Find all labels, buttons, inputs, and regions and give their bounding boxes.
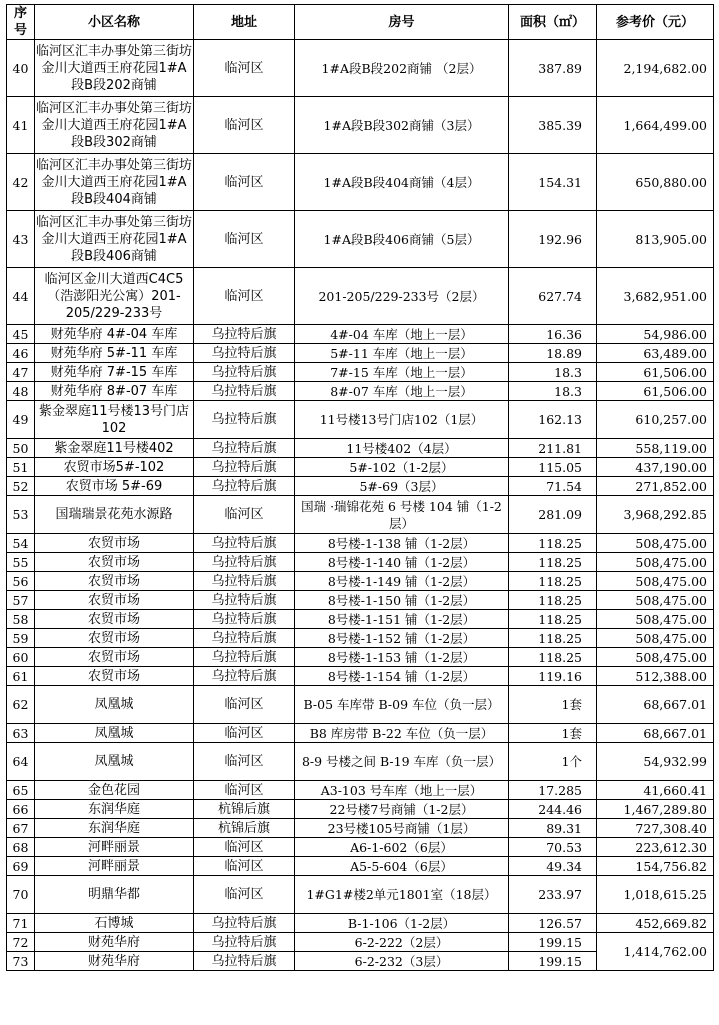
cell-room: A3-103 号车库（地上一层） [295, 781, 509, 800]
cell-area: 17.285 [509, 781, 597, 800]
cell-room: 6-2-222（2层） [295, 933, 509, 952]
cell-area: 192.96 [509, 211, 597, 268]
cell-area: 387.89 [509, 40, 597, 97]
cell-seq: 69 [7, 857, 35, 876]
cell-price: 3,682,951.00 [597, 268, 714, 325]
cell-addr: 乌拉特后旗 [194, 401, 295, 439]
cell-area: 1套 [509, 686, 597, 724]
cell-seq: 45 [7, 325, 35, 344]
cell-price: 61,506.00 [597, 363, 714, 382]
cell-room: 8号楼-1-154 铺（1-2层） [295, 667, 509, 686]
cell-seq: 60 [7, 648, 35, 667]
cell-addr: 乌拉特后旗 [194, 382, 295, 401]
cell-price: 1,664,499.00 [597, 97, 714, 154]
cell-addr: 临河区 [194, 154, 295, 211]
cell-room: 国瑞 ·瑞锦花苑 6 号楼 104 铺（1-2层） [295, 496, 509, 534]
cell-price: 223,612.30 [597, 838, 714, 857]
cell-price: 558,119.00 [597, 439, 714, 458]
cell-area: 118.25 [509, 534, 597, 553]
cell-room: 1#A段B段302商铺（3层） [295, 97, 509, 154]
table-row [7, 382, 714, 401]
cell-seq: 42 [7, 154, 35, 211]
table-row [7, 629, 714, 648]
table-row [7, 344, 714, 363]
cell-addr: 临河区 [194, 211, 295, 268]
cell-area: 18.3 [509, 363, 597, 382]
cell-name: 农贸市场 [35, 610, 194, 629]
cell-price: 3,968,292.85 [597, 496, 714, 534]
cell-addr: 杭锦后旗 [194, 800, 295, 819]
cell-name: 财苑华府 8#-07 车库 [35, 382, 194, 401]
cell-name: 东润华庭 [35, 819, 194, 838]
cell-room: A5-5-604（6层） [295, 857, 509, 876]
cell-room: 22号楼7号商铺（1-2层） [295, 800, 509, 819]
cell-seq: 46 [7, 344, 35, 363]
cell-name: 农贸市场 [35, 667, 194, 686]
cell-room: 11号楼13号门店102（1层） [295, 401, 509, 439]
table-row [7, 553, 714, 572]
cell-seq: 51 [7, 458, 35, 477]
cell-seq: 55 [7, 553, 35, 572]
cell-addr: 临河区 [194, 857, 295, 876]
cell-room: 8号楼-1-151 铺（1-2层） [295, 610, 509, 629]
cell-seq: 54 [7, 534, 35, 553]
cell-seq: 48 [7, 382, 35, 401]
cell-area: 118.25 [509, 610, 597, 629]
cell-room: 1#A段B段404商铺（4层） [295, 154, 509, 211]
cell-room: 1#G1#楼2单元1801室（18层） [295, 876, 509, 914]
cell-area: 211.81 [509, 439, 597, 458]
cell-area: 70.53 [509, 838, 597, 857]
cell-seq: 49 [7, 401, 35, 439]
cell-name: 农贸市场 [35, 534, 194, 553]
table-row [7, 781, 714, 800]
table-row [7, 40, 714, 97]
cell-room: B8 库房带 B-22 车位（负一层） [295, 724, 509, 743]
cell-area: 118.25 [509, 591, 597, 610]
cell-seq: 59 [7, 629, 35, 648]
cell-price: 41,660.41 [597, 781, 714, 800]
cell-seq: 43 [7, 211, 35, 268]
cell-price: 452,669.82 [597, 914, 714, 933]
cell-price: 68,667.01 [597, 686, 714, 724]
cell-area: 18.3 [509, 382, 597, 401]
cell-room: 8号楼-1-149 铺（1-2层） [295, 572, 509, 591]
cell-area: 119.16 [509, 667, 597, 686]
cell-price: 650,880.00 [597, 154, 714, 211]
cell-area: 118.25 [509, 648, 597, 667]
cell-price: 508,475.00 [597, 534, 714, 553]
cell-name: 农贸市场 [35, 648, 194, 667]
cell-name: 临河区汇丰办事处第三街坊金川大道西王府花园1#A段B段406商铺 [35, 211, 194, 268]
cell-name: 国瑞瑞景花苑水源路 [35, 496, 194, 534]
cell-price: 1,414,762.00 [597, 933, 714, 971]
cell-name: 紫金翠庭11号楼13号门店102 [35, 401, 194, 439]
cell-room: 6-2-232（3层） [295, 952, 509, 971]
cell-price: 508,475.00 [597, 648, 714, 667]
cell-price: 63,489.00 [597, 344, 714, 363]
cell-room: 11号楼402（4层） [295, 439, 509, 458]
cell-name: 石博城 [35, 914, 194, 933]
table-row [7, 933, 714, 952]
cell-addr: 临河区 [194, 781, 295, 800]
cell-room: 4#-04 车库（地上一层） [295, 325, 509, 344]
cell-seq: 62 [7, 686, 35, 724]
cell-area: 118.25 [509, 553, 597, 572]
cell-addr: 乌拉特后旗 [194, 952, 295, 971]
table-header-row [7, 5, 714, 40]
cell-seq: 67 [7, 819, 35, 838]
table-row [7, 439, 714, 458]
cell-name: 农贸市场 5#-69 [35, 477, 194, 496]
cell-name: 紫金翠庭11号楼402 [35, 439, 194, 458]
table-row [7, 686, 714, 724]
cell-name: 财苑华府 [35, 952, 194, 971]
cell-room: B-1-106（1-2层） [295, 914, 509, 933]
cell-room: 8号楼-1-152 铺（1-2层） [295, 629, 509, 648]
cell-room: B-05 车库带 B-09 车位（负一层） [295, 686, 509, 724]
cell-addr: 临河区 [194, 686, 295, 724]
cell-room: 201-205/229-233号（2层） [295, 268, 509, 325]
cell-addr: 乌拉特后旗 [194, 439, 295, 458]
cell-area: 126.57 [509, 914, 597, 933]
cell-price: 54,932.99 [597, 743, 714, 781]
table-row [7, 496, 714, 534]
table-row [7, 477, 714, 496]
cell-name: 财苑华府 7#-15 车库 [35, 363, 194, 382]
cell-price: 1,467,289.80 [597, 800, 714, 819]
cell-addr: 乌拉特后旗 [194, 648, 295, 667]
cell-addr: 乌拉特后旗 [194, 477, 295, 496]
cell-area: 281.09 [509, 496, 597, 534]
cell-price: 508,475.00 [597, 591, 714, 610]
table-row [7, 572, 714, 591]
cell-seq: 63 [7, 724, 35, 743]
table-row [7, 857, 714, 876]
cell-addr: 乌拉特后旗 [194, 572, 295, 591]
cell-addr: 乌拉特后旗 [194, 325, 295, 344]
cell-area: 118.25 [509, 629, 597, 648]
cell-area: 233.97 [509, 876, 597, 914]
cell-room: 7#-15 车库（地上一层） [295, 363, 509, 382]
cell-price: 2,194,682.00 [597, 40, 714, 97]
cell-name: 财苑华府 4#-04 车库 [35, 325, 194, 344]
cell-room: 5#-102（1-2层） [295, 458, 509, 477]
cell-addr: 临河区 [194, 40, 295, 97]
cell-addr: 临河区 [194, 876, 295, 914]
cell-addr: 乌拉特后旗 [194, 344, 295, 363]
table-row [7, 743, 714, 781]
table-row [7, 800, 714, 819]
cell-seq: 52 [7, 477, 35, 496]
table-row [7, 325, 714, 344]
cell-addr: 乌拉特后旗 [194, 914, 295, 933]
cell-name: 临河区金川大道西C4C5（浩澎阳光公寓）201-205/229-233号 [35, 268, 194, 325]
cell-name: 临河区汇丰办事处第三街坊金川大道西王府花园1#A段B段202商铺 [35, 40, 194, 97]
cell-area: 16.36 [509, 325, 597, 344]
cell-name: 财苑华府 5#-11 车库 [35, 344, 194, 363]
header-room: 房号 [295, 5, 509, 40]
cell-addr: 临河区 [194, 838, 295, 857]
cell-seq: 47 [7, 363, 35, 382]
cell-area: 89.31 [509, 819, 597, 838]
table-row [7, 610, 714, 629]
cell-area: 49.34 [509, 857, 597, 876]
cell-name: 临河区汇丰办事处第三街坊金川大道西王府花园1#A段B段302商铺 [35, 97, 194, 154]
cell-room: 8号楼-1-138 铺（1-2层） [295, 534, 509, 553]
cell-room: A6-1-602（6层） [295, 838, 509, 857]
cell-seq: 66 [7, 800, 35, 819]
cell-seq: 61 [7, 667, 35, 686]
cell-name: 河畔丽景 [35, 857, 194, 876]
cell-room: 5#-11 车库（地上一层） [295, 344, 509, 363]
table-row [7, 401, 714, 439]
cell-addr: 乌拉特后旗 [194, 629, 295, 648]
cell-name: 农贸市场5#-102 [35, 458, 194, 477]
cell-area: 199.15 [509, 933, 597, 952]
header-area: 面积（㎡） [509, 5, 597, 40]
cell-seq: 57 [7, 591, 35, 610]
header-addr: 地址 [194, 5, 295, 40]
cell-room: 8-9 号楼之间 B-19 车库（负一层） [295, 743, 509, 781]
cell-price: 813,905.00 [597, 211, 714, 268]
property-price-table [6, 4, 714, 971]
cell-addr: 乌拉特后旗 [194, 534, 295, 553]
cell-area: 118.25 [509, 572, 597, 591]
cell-price: 610,257.00 [597, 401, 714, 439]
cell-name: 金色花园 [35, 781, 194, 800]
cell-name: 农贸市场 [35, 572, 194, 591]
table-row [7, 458, 714, 477]
table-row [7, 724, 714, 743]
table-body [7, 40, 714, 971]
cell-seq: 72 [7, 933, 35, 952]
cell-area: 1个 [509, 743, 597, 781]
cell-area: 199.15 [509, 952, 597, 971]
cell-addr: 临河区 [194, 97, 295, 154]
cell-name: 东润华庭 [35, 800, 194, 819]
cell-area: 115.05 [509, 458, 597, 477]
cell-area: 18.89 [509, 344, 597, 363]
cell-addr: 临河区 [194, 743, 295, 781]
cell-price: 508,475.00 [597, 629, 714, 648]
cell-room: 8号楼-1-140 铺（1-2层） [295, 553, 509, 572]
cell-name: 明鼎华都 [35, 876, 194, 914]
cell-seq: 65 [7, 781, 35, 800]
cell-name: 农贸市场 [35, 591, 194, 610]
cell-addr: 乌拉特后旗 [194, 610, 295, 629]
cell-area: 154.31 [509, 154, 597, 211]
cell-price: 508,475.00 [597, 553, 714, 572]
cell-area: 385.39 [509, 97, 597, 154]
cell-area: 244.46 [509, 800, 597, 819]
table-row [7, 819, 714, 838]
cell-price: 508,475.00 [597, 610, 714, 629]
cell-seq: 68 [7, 838, 35, 857]
cell-price: 727,308.40 [597, 819, 714, 838]
table-row [7, 838, 714, 857]
cell-price: 54,986.00 [597, 325, 714, 344]
cell-seq: 64 [7, 743, 35, 781]
cell-price: 512,388.00 [597, 667, 714, 686]
table-row [7, 591, 714, 610]
cell-room: 1#A段B段202商铺 （2层） [295, 40, 509, 97]
cell-room: 1#A段B段406商铺（5层） [295, 211, 509, 268]
table-row [7, 667, 714, 686]
cell-seq: 40 [7, 40, 35, 97]
header-name: 小区名称 [35, 5, 194, 40]
cell-price: 508,475.00 [597, 572, 714, 591]
cell-price: 61,506.00 [597, 382, 714, 401]
cell-addr: 乌拉特后旗 [194, 458, 295, 477]
cell-seq: 56 [7, 572, 35, 591]
cell-addr: 乌拉特后旗 [194, 591, 295, 610]
cell-price: 1,018,615.25 [597, 876, 714, 914]
cell-name: 农贸市场 [35, 553, 194, 572]
cell-price: 437,190.00 [597, 458, 714, 477]
cell-price: 271,852.00 [597, 477, 714, 496]
cell-name: 财苑华府 [35, 933, 194, 952]
cell-room: 8#-07 车库（地上一层） [295, 382, 509, 401]
cell-seq: 71 [7, 914, 35, 933]
cell-seq: 50 [7, 439, 35, 458]
table-row [7, 211, 714, 268]
cell-name: 临河区汇丰办事处第三街坊金川大道西王府花园1#A段B段404商铺 [35, 154, 194, 211]
cell-seq: 73 [7, 952, 35, 971]
table-row [7, 154, 714, 211]
cell-addr: 杭锦后旗 [194, 819, 295, 838]
cell-addr: 乌拉特后旗 [194, 933, 295, 952]
cell-addr: 乌拉特后旗 [194, 553, 295, 572]
cell-room: 23号楼105号商铺（1层） [295, 819, 509, 838]
table-row [7, 534, 714, 553]
cell-area: 1套 [509, 724, 597, 743]
cell-seq: 70 [7, 876, 35, 914]
cell-area: 71.54 [509, 477, 597, 496]
cell-price: 154,756.82 [597, 857, 714, 876]
cell-addr: 乌拉特后旗 [194, 363, 295, 382]
table-row [7, 648, 714, 667]
cell-name: 凤凰城 [35, 686, 194, 724]
cell-price: 68,667.01 [597, 724, 714, 743]
cell-addr: 临河区 [194, 268, 295, 325]
cell-addr: 乌拉特后旗 [194, 667, 295, 686]
cell-seq: 53 [7, 496, 35, 534]
cell-addr: 临河区 [194, 724, 295, 743]
table-row [7, 876, 714, 914]
cell-room: 5#-69（3层） [295, 477, 509, 496]
cell-name: 凤凰城 [35, 724, 194, 743]
cell-area: 162.13 [509, 401, 597, 439]
cell-addr: 临河区 [194, 496, 295, 534]
table-row [7, 97, 714, 154]
cell-seq: 58 [7, 610, 35, 629]
header-seq: 序号 [7, 5, 35, 40]
table-row [7, 914, 714, 933]
cell-area: 627.74 [509, 268, 597, 325]
header-price: 参考价（元） [597, 5, 714, 40]
cell-room: 8号楼-1-153 铺（1-2层） [295, 648, 509, 667]
cell-seq: 41 [7, 97, 35, 154]
cell-room: 8号楼-1-150 铺（1-2层） [295, 591, 509, 610]
cell-name: 农贸市场 [35, 629, 194, 648]
table-row [7, 268, 714, 325]
table-row [7, 363, 714, 382]
cell-name: 河畔丽景 [35, 838, 194, 857]
cell-name: 凤凰城 [35, 743, 194, 781]
cell-seq: 44 [7, 268, 35, 325]
